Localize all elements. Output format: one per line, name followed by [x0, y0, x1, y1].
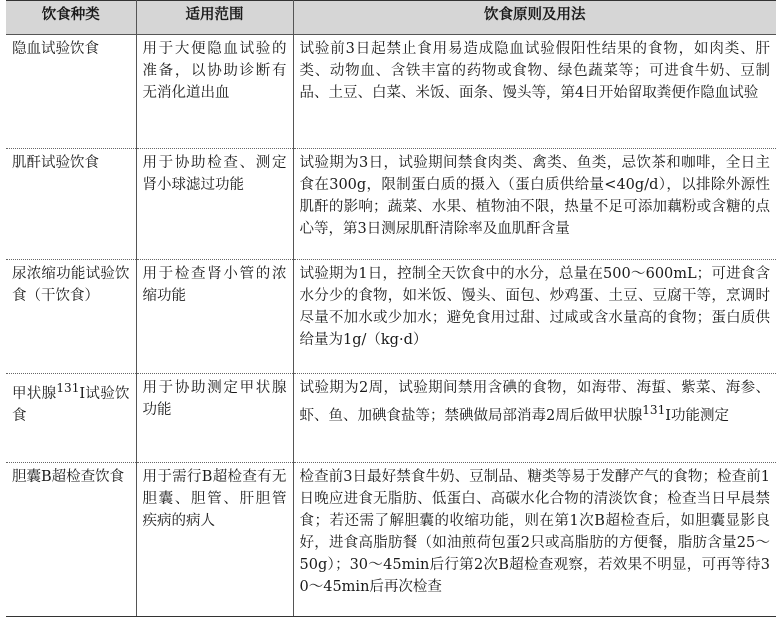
- scope-cell: [136, 35, 293, 149]
- diet-type-text: 隐血试验饮食: [12, 41, 99, 57]
- scope-text: 用于大便隐血试验的准备，以协助诊断有无消化道出血: [142, 41, 287, 101]
- table-row: [6, 463, 776, 617]
- header-diet-type: 饮食种类: [6, 1, 136, 35]
- principle-text-post: I功能测定: [665, 407, 730, 424]
- diet-type-text: 尿浓缩功能试验饮食（干饮食）: [12, 266, 130, 304]
- diet-type-cell: [6, 463, 136, 617]
- scope-text: 用于协助测定甲状腺功能: [142, 380, 287, 418]
- diet-type-text: 胆囊B超检查饮食: [12, 469, 125, 485]
- diet-table: [6, 0, 776, 617]
- diet-type-cell: [6, 149, 136, 260]
- principle-text: [300, 377, 771, 427]
- principle-cell: [293, 149, 776, 260]
- isotope-superscript: 131: [56, 381, 80, 395]
- diet-type-text-pre: 甲状腺: [12, 385, 57, 402]
- table-row: [6, 260, 776, 374]
- diet-type-cell: [6, 35, 136, 149]
- scope-cell: [136, 260, 293, 374]
- scope-text: 用于需行B超检查有无胆囊、胆管、肝胆管疾病的病人: [142, 469, 287, 529]
- scope-text: 用于协助检查、测定肾小球滤过功能: [142, 155, 287, 193]
- scope-cell: [136, 374, 293, 463]
- scope-cell: [136, 463, 293, 617]
- principle-text: 试验前3日起禁止食用易造成隐血试验假阳性结果的食物，如肉类、肝类、动物血、含铁丰富的药物或食物、绿色蔬菜等；可进食牛奶、豆制品、土豆、白菜、米饭、面条、馒头等，第4日开始留取粪便作隐血试验: [299, 41, 770, 101]
- table-body: [6, 35, 776, 617]
- principle-text: 检查前3日最好禁食牛奶、豆制品、糖类等易于发酵产气的食物；检查前1日晚应进食无脂肪、低蛋白、高碳水化合物的清淡饮食；检查当日早晨禁食；若还需了解胆囊的收缩功能，则在第1次B超检查后，如胆囊显影良好，进食高脂肪餐（如油煎荷包蛋2只或高脂肪的方便餐，脂肪含量25～50g）；30～45min后行第2次B超检查观察，若效果不明显，可再等待30～45min后再次检查: [299, 469, 770, 595]
- isotope-superscript: 131: [642, 403, 666, 417]
- scope-cell: [136, 149, 293, 260]
- principle-cell: [293, 463, 776, 617]
- diet-type-cell: [6, 260, 136, 374]
- table-header: [6, 1, 776, 35]
- diet-type-text-post: I试验饮食: [12, 385, 130, 424]
- table-row: [6, 149, 776, 260]
- principle-cell: [293, 260, 776, 374]
- principle-text: 试验期为1日，控制全天饮食中的水分，总量在500～600mL；可进食含水分少的食物，如米饭、馒头、面包、炒鸡蛋、土豆、豆腐干等，烹调时尽量不加水或少加水；避免食用过甜、过咸或含水量高的食物；蛋白质供给量为1g/（kg·d）: [299, 266, 770, 348]
- diet-type-text: 肌酐试验饮食: [12, 155, 99, 171]
- principle-cell: [293, 35, 776, 149]
- table-row: [6, 374, 776, 463]
- principle-cell: [293, 374, 776, 463]
- table-row: [6, 35, 776, 149]
- header-scope: 适用范围: [136, 1, 293, 35]
- principle-text: 试验期为3日，试验期间禁食肉类、禽类、鱼类，忌饮茶和咖啡，全日主食在300g，限制蛋白质的摄入（蛋白质供给量<40g/d），以排除外源性肌酐的影响；蔬菜、水果、植物油不限，热量不足可添加藕粉或含糖的点心等，第3日测尿肌酐清除率及血肌酐含量: [299, 155, 770, 237]
- header-principle: 饮食原则及用法: [293, 1, 776, 35]
- diet-type-text: [12, 377, 130, 427]
- principle-text-pre: 试验期为2周，试验期间禁用含碘的食物，如海带、海蜇、紫菜、海参、虾、鱼、加碘食盐等；禁碘做局部消毒2周后做甲状腺: [299, 380, 770, 424]
- header-row: [6, 1, 776, 35]
- diet-type-cell: [6, 374, 136, 463]
- scope-text: 用于检查肾小管的浓缩功能: [142, 266, 287, 304]
